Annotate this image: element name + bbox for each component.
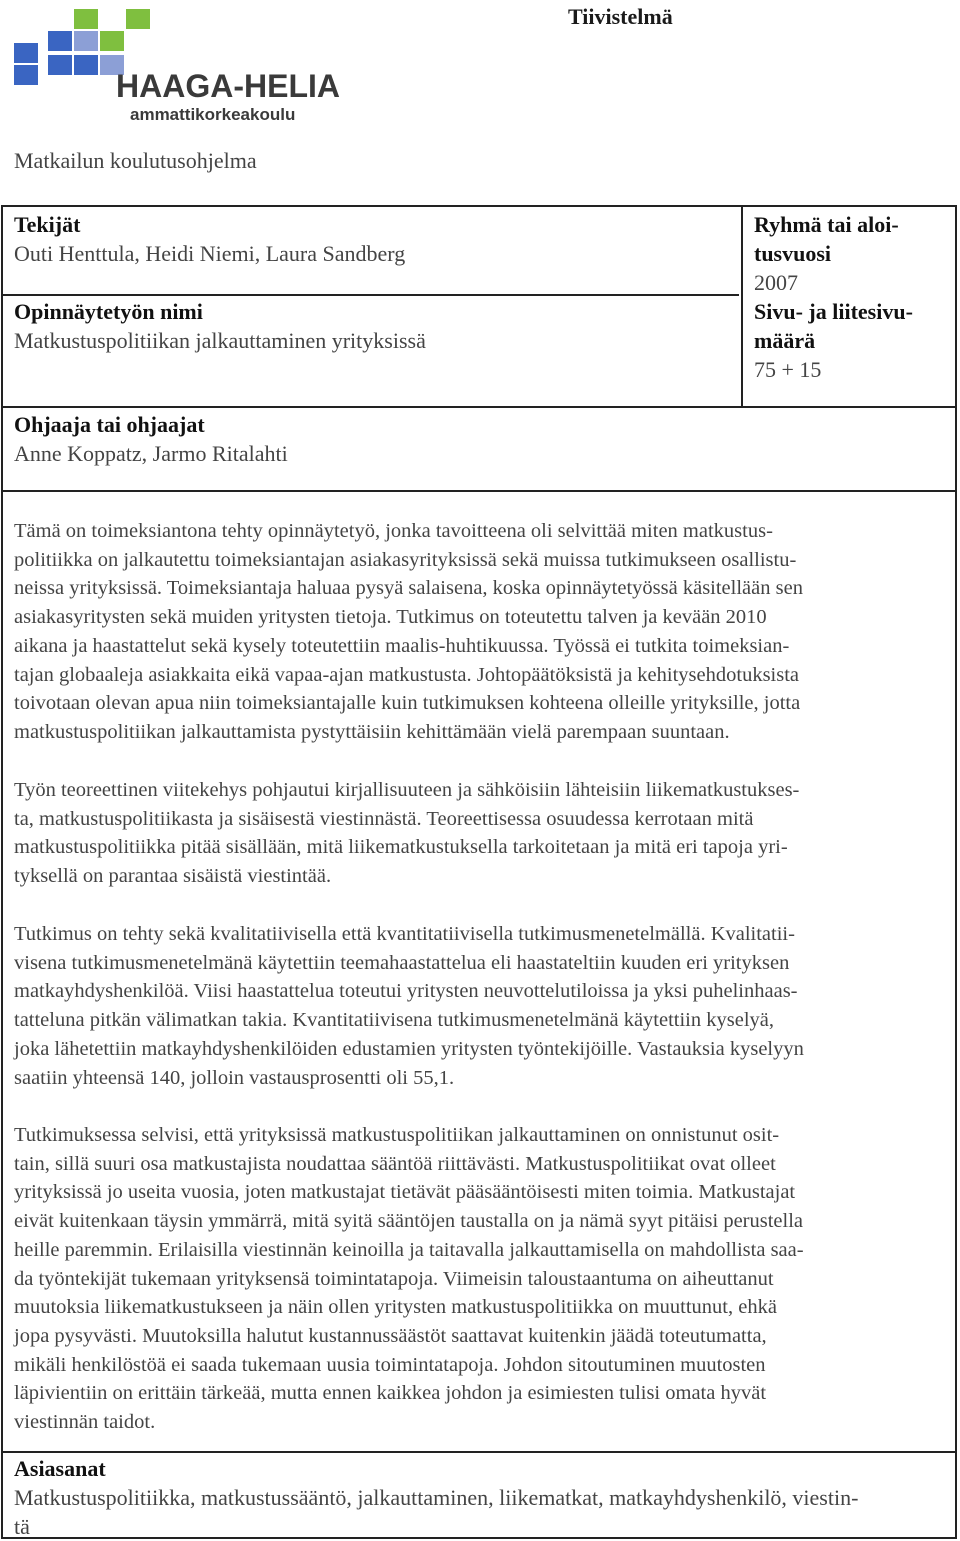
abstract-line: tain, sillä suuri osa matkustajista noudattaa sääntöä riittävästi. Matkustuspolitiikat ovat olleet <box>14 1152 776 1175</box>
keywords-line: tä <box>14 1514 30 1539</box>
group-label-line2: tusvuosi <box>754 241 832 266</box>
logo-wordmark: HAAGA-HELIA <box>116 68 340 104</box>
keywords-cell <box>14 1454 949 1541</box>
abstract-line: muutoksia liikematkustukseen ja näin ollen yritysten matkustuspolitiikka on muuttunut, ehkä <box>14 1296 777 1319</box>
logo-square <box>14 43 38 63</box>
haaga-helia-logo <box>12 6 342 126</box>
abstract-line: matkustuspolitiikka pitää sisällään, mitä liikematkustuksella tarkoitetaan ja mitä eri tapoja yri- <box>14 836 788 859</box>
abstract-line: eivät kuitenkaan täysin ymmärrä, mitä syitä sääntöjen taustalla on ja nämä syyt pitäisi perustella <box>14 1210 804 1233</box>
pages-label-line1: Sivu- ja liitesivu- <box>754 299 913 324</box>
abstract-line: neissa yrityksissä. Toimeksiantaja haluaa pysyä salaisena, koska opinnäytetyössä käsitellään sen <box>14 577 803 600</box>
abstract-line: viestinnän taidot. <box>14 1411 156 1434</box>
keywords-line: Matkustuspolitiikka, matkustussääntö, jalkauttaminen, liikematkat, matkayhdyshenkilö, viestin- <box>14 1485 859 1510</box>
logo-square <box>126 9 150 29</box>
group-cell <box>754 210 913 384</box>
divider <box>741 207 743 406</box>
abstract-line: Tämä on toimeksiantona tehty opinnäytetyö, jonka tavoitteena oli selvittää miten matkustus- <box>14 520 773 542</box>
abstract-line: ta, matkustuspolitiikasta ja sisäisestä viestinnästä. Teoreettisessa osuudessa kerrotaan mitä <box>14 807 754 830</box>
authors-value: Outi Henttula, Heidi Niemi, Laura Sandberg <box>14 241 406 266</box>
authors-label: Tekijät <box>14 212 81 237</box>
thesis-cell <box>14 297 426 355</box>
abstract-line: tatteluna pitkän välimatkan takia. Kvantitatiivisena tutkimusmenetelmänä käytettiin kyselyä, <box>14 1009 774 1032</box>
logo-graphic <box>12 6 342 126</box>
abstract-line: läpivientiin on erittäin tärkeää, mutta ennen kaikkea johdon ja esimiesten tulisi omata hyvät <box>14 1382 767 1405</box>
abstract-line: Työn teoreettinen viitekehys pohjautui kirjallisuuteen ja sähköisiin lähteisiin liikematkustukses- <box>14 779 800 801</box>
logo-square <box>74 9 98 29</box>
abstract-line: aikana ja haastattelut sekä kysely toteutettiin maalis-huhtikuussa. Työssä ei tutkita toimeksian- <box>14 634 790 657</box>
divider <box>3 406 955 408</box>
abstract-line: yrityksissä jo useita vuosia, joten matkustajat tietävät pääsääntöisesti miten toimia. Matkustajat <box>14 1181 796 1204</box>
abstract-line: da työntekijät tukemaan yrityksensä toimintatapoja. Viimeisin taloustaantuma on aiheuttanut <box>14 1267 774 1290</box>
logo-square <box>48 31 72 51</box>
abstract-line: joka lähetettiin matkayhdyshenkilöiden edustamien yritysten työntekijöille. Vastauksia kyselyyn <box>14 1037 804 1060</box>
keywords-label: Asiasanat <box>14 1456 106 1481</box>
page-title: Tiivistelmä <box>568 4 673 29</box>
supervisor-value: Anne Koppatz, Jarmo Ritalahti <box>14 441 288 466</box>
abstract-paragraph-3 <box>14 920 946 1092</box>
abstract-line: matkustuspolitiikan jalkauttamista pystyttäisiin kehittämään vielä parempaan suuntaan. <box>14 720 730 743</box>
abstract-line: toivotaan olevan apua niin toimeksiantajalle kuin tutkimuksen kohteena olleille yrityksille, jotta <box>14 692 801 715</box>
abstract-line: mikäli henkilöstöä ei saada tukemaan uusia toimintatapoja. Johdon sitoutuminen muutosten <box>14 1353 766 1376</box>
logo-subtitle: ammattikorkeakoulu <box>130 105 296 124</box>
logo-square <box>48 55 72 75</box>
abstract-line: visena tutkimusmenetelmänä käytettiin teemahaastattelua eli haastateltiin kuuden eri yrityksen <box>14 951 790 974</box>
abstract-paragraph-2 <box>14 776 946 891</box>
logo-square <box>14 65 38 85</box>
group-label-line1: Ryhmä tai aloi- <box>754 212 899 237</box>
abstract-line: matkayhdyshenkilöä. Viisi haastattelua toteutui yritysten neuvottelutiloissa ja yksi puhelinhaas- <box>14 980 798 1003</box>
divider <box>3 490 955 492</box>
abstract-paragraph-4 <box>14 1121 946 1437</box>
logo-square <box>74 55 98 75</box>
supervisor-label: Ohjaaja tai ohjaajat <box>14 412 205 437</box>
thesis-title-value: Matkustuspolitiikan jalkauttaminen yrityksissä <box>14 328 426 353</box>
divider <box>3 294 739 296</box>
abstract-line: asiakasyritysten sekä muiden yritysten tietoja. Tutkimus on toteutettu talven ja kevään 2010 <box>14 606 767 629</box>
abstract-line: politiikka on jalkautettu toimeksiantajan asiakasyrityksissä sekä muissa tutkimukseen osallistu- <box>14 548 797 571</box>
thesis-title-label: Opinnäytetyön nimi <box>14 299 203 324</box>
logo-square <box>74 31 98 51</box>
abstract-line: tyksellä on parantaa sisäistä viestintää. <box>14 865 332 888</box>
abstract-line: heille paremmin. Erilaisilla viestinnän keinoilla ja taitavalla jalkauttamisella on mahdollista saa- <box>14 1238 804 1261</box>
abstract-line: Tutkimus on tehty sekä kvalitatiivisella että kvantitatiivisella tutkimusmenetelmällä. Kvalitatii- <box>14 923 795 945</box>
abstract-line: Tutkimuksessa selvisi, että yrityksissä matkustuspolitiikan jalkauttaminen on onnistunut osit- <box>14 1124 780 1146</box>
abstract-line: saatiin yhteensä 140, jolloin vastausprosentti oli 55,1. <box>14 1066 455 1089</box>
abstract-form <box>1 205 957 1539</box>
supervisor-cell <box>14 410 288 468</box>
group-value: 2007 <box>754 270 798 295</box>
divider <box>3 1451 955 1453</box>
abstract-line: tajan globaaleja asiakkaita eikä vapaa-ajan matkustusta. Johtopäätöksistä ja kehitysehdotuksista <box>14 663 800 686</box>
abstract-paragraph-1 <box>14 517 946 747</box>
pages-label-line2: määrä <box>754 328 816 353</box>
abstract-line: jopa pysyvästi. Muutoksilla halutut kustannussäästöt saattavat kuitenkin jäädä toteutumatta, <box>14 1324 767 1347</box>
authors-cell <box>14 210 405 268</box>
logo-square <box>100 31 124 51</box>
pages-value: 75 + 15 <box>754 357 822 382</box>
degree-programme: Matkailun koulutusohjelma <box>14 148 257 173</box>
